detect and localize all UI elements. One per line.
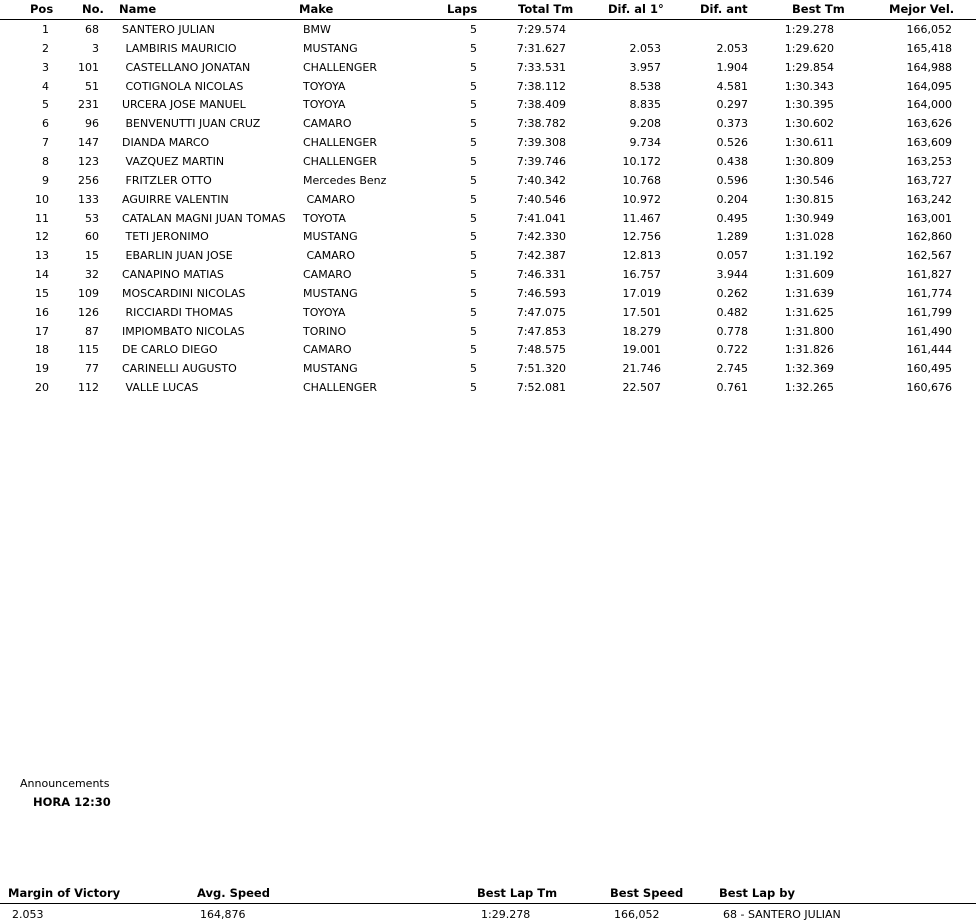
cell-pos: 16 bbox=[35, 305, 49, 319]
cell-dif1: 19.001 bbox=[622, 343, 661, 357]
cell-pos: 10 bbox=[35, 192, 49, 206]
cell-no: 147 bbox=[78, 136, 99, 150]
cell-name: DE CARLO DIEGO bbox=[122, 343, 218, 357]
announcement-text: HORA 12:30 bbox=[33, 795, 111, 809]
margin-header: Margin of Victory bbox=[8, 886, 121, 900]
margin-value: 2.053 bbox=[12, 908, 44, 921]
cell-laps: 5 bbox=[470, 60, 477, 74]
cell-make: CHALLENGER bbox=[303, 381, 378, 395]
cell-difant: 0.596 bbox=[716, 173, 748, 187]
cell-laps: 5 bbox=[470, 305, 477, 319]
cell-best: 1:30.815 bbox=[784, 192, 834, 206]
cell-dif1: 8.835 bbox=[629, 98, 661, 112]
table-row bbox=[0, 96, 976, 115]
cell-best: 1:30.546 bbox=[784, 173, 834, 187]
table-row bbox=[0, 341, 976, 360]
cell-best: 1:30.602 bbox=[784, 117, 834, 131]
cell-best: 1:31.800 bbox=[784, 324, 834, 338]
cell-best: 1:31.625 bbox=[784, 305, 834, 319]
cell-make: TOYOTA bbox=[303, 211, 346, 225]
cell-no: 15 bbox=[85, 249, 99, 263]
announcements-label: Announcements bbox=[20, 777, 110, 790]
cell-vel: 161,490 bbox=[906, 324, 952, 338]
cell-make: TOYOYA bbox=[303, 98, 346, 112]
cell-vel: 161,827 bbox=[906, 268, 952, 282]
cell-no: 231 bbox=[78, 98, 99, 112]
cell-laps: 5 bbox=[470, 324, 477, 338]
table-row bbox=[0, 40, 976, 59]
best-lap-by-value: 68 - SANTERO JULIAN bbox=[723, 908, 841, 921]
cell-difant: 3.944 bbox=[716, 268, 748, 282]
best-lap-by-header: Best Lap by bbox=[719, 886, 795, 900]
cell-vel: 161,774 bbox=[906, 286, 952, 300]
cell-pos: 13 bbox=[35, 249, 49, 263]
cell-total: 7:31.627 bbox=[516, 41, 566, 55]
cell-laps: 5 bbox=[470, 230, 477, 244]
table-row bbox=[0, 59, 976, 78]
cell-no: 87 bbox=[85, 324, 99, 338]
cell-no: 115 bbox=[78, 343, 99, 357]
cell-vel: 163,727 bbox=[906, 173, 952, 187]
cell-total: 7:40.546 bbox=[516, 192, 566, 206]
col-best-header: Best Tm bbox=[792, 2, 845, 16]
cell-best: 1:30.395 bbox=[784, 98, 834, 112]
cell-laps: 5 bbox=[470, 381, 477, 395]
cell-laps: 5 bbox=[470, 192, 477, 206]
cell-vel: 160,495 bbox=[906, 362, 952, 376]
cell-dif1: 3.957 bbox=[629, 60, 661, 74]
table-row bbox=[0, 379, 976, 398]
table-row bbox=[0, 78, 976, 97]
table-row bbox=[0, 247, 976, 266]
cell-no: 32 bbox=[85, 268, 99, 282]
cell-laps: 5 bbox=[470, 98, 477, 112]
cell-laps: 5 bbox=[470, 268, 477, 282]
cell-pos: 8 bbox=[42, 154, 49, 168]
cell-dif1: 2.053 bbox=[629, 41, 661, 55]
cell-best: 1:29.278 bbox=[784, 23, 834, 36]
table-row bbox=[0, 360, 976, 379]
cell-make: MUSTANG bbox=[303, 286, 358, 300]
cell-best: 1:30.949 bbox=[784, 211, 834, 225]
cell-total: 7:41.041 bbox=[516, 211, 566, 225]
cell-dif1: 22.507 bbox=[622, 381, 661, 395]
col-total-header: Total Tm bbox=[518, 2, 574, 16]
cell-vel: 162,860 bbox=[906, 230, 952, 244]
cell-difant: 0.262 bbox=[716, 286, 748, 300]
cell-pos: 14 bbox=[35, 268, 49, 282]
cell-laps: 5 bbox=[470, 23, 477, 36]
cell-best: 1:31.639 bbox=[784, 286, 834, 300]
cell-vel: 161,444 bbox=[906, 343, 952, 357]
cell-total: 7:42.387 bbox=[516, 249, 566, 263]
cell-laps: 5 bbox=[470, 173, 477, 187]
cell-no: 77 bbox=[85, 362, 99, 376]
cell-best: 1:30.809 bbox=[784, 154, 834, 168]
table-row bbox=[0, 228, 976, 247]
cell-pos: 18 bbox=[35, 343, 49, 357]
cell-best: 1:32.265 bbox=[784, 381, 834, 395]
best-lap-value: 1:29.278 bbox=[481, 908, 531, 921]
cell-no: 51 bbox=[85, 79, 99, 93]
cell-make: Mercedes Benz bbox=[303, 173, 387, 187]
cell-total: 7:52.081 bbox=[516, 381, 566, 395]
cell-difant: 0.778 bbox=[716, 324, 748, 338]
cell-name: URCERA JOSE MANUEL bbox=[122, 98, 246, 112]
col-no-header: No. bbox=[82, 2, 104, 16]
cell-vel: 164,988 bbox=[906, 60, 952, 74]
cell-difant: 0.373 bbox=[716, 117, 748, 131]
cell-best: 1:31.192 bbox=[784, 249, 834, 263]
cell-make: CAMARO bbox=[303, 117, 352, 131]
table-row bbox=[0, 115, 976, 134]
cell-vel: 163,626 bbox=[906, 117, 952, 131]
cell-difant: 0.438 bbox=[716, 154, 748, 168]
cell-total: 7:46.593 bbox=[516, 286, 566, 300]
cell-pos: 3 bbox=[42, 60, 49, 74]
cell-best: 1:30.611 bbox=[784, 136, 834, 150]
cell-no: 3 bbox=[92, 41, 99, 55]
col-difant-header: Dif. ant bbox=[700, 2, 748, 16]
cell-pos: 2 bbox=[42, 41, 49, 55]
cell-difant: 0.297 bbox=[716, 98, 748, 112]
col-laps-header: Laps bbox=[447, 2, 478, 16]
cell-name: COTIGNOLA NICOLAS bbox=[122, 79, 244, 93]
cell-difant: 0.482 bbox=[716, 305, 748, 319]
cell-difant: 0.204 bbox=[716, 192, 748, 206]
cell-pos: 4 bbox=[42, 79, 49, 93]
cell-dif1: 18.279 bbox=[622, 324, 661, 338]
cell-laps: 5 bbox=[470, 249, 477, 263]
cell-vel: 166,052 bbox=[906, 23, 952, 36]
cell-difant: 1.904 bbox=[716, 60, 748, 74]
col-pos-header: Pos bbox=[30, 2, 54, 16]
cell-pos: 12 bbox=[35, 230, 49, 244]
cell-pos: 19 bbox=[35, 362, 49, 376]
cell-name: DIANDA MARCO bbox=[122, 136, 210, 150]
cell-name: AGUIRRE VALENTIN bbox=[122, 192, 229, 206]
cell-total: 7:48.575 bbox=[516, 343, 566, 357]
cell-total: 7:42.330 bbox=[516, 230, 566, 244]
summary-row bbox=[0, 906, 976, 923]
cell-pos: 7 bbox=[42, 136, 49, 150]
cell-total: 7:46.331 bbox=[516, 268, 566, 282]
cell-no: 53 bbox=[85, 211, 99, 225]
cell-name: CARINELLI AUGUSTO bbox=[122, 362, 237, 376]
cell-make: MUSTANG bbox=[303, 230, 358, 244]
table-row bbox=[0, 210, 976, 229]
cell-dif1: 8.538 bbox=[629, 79, 661, 93]
table-row bbox=[0, 172, 976, 191]
cell-make: CHALLENGER bbox=[303, 136, 378, 150]
cell-total: 7:47.075 bbox=[516, 305, 566, 319]
cell-vel: 165,418 bbox=[906, 41, 952, 55]
table-row bbox=[0, 323, 976, 342]
cell-vel: 163,001 bbox=[906, 211, 952, 225]
cell-make: TOYOYA bbox=[303, 79, 346, 93]
cell-name: MOSCARDINI NICOLAS bbox=[122, 286, 246, 300]
cell-name: TETI JERONIMO bbox=[122, 230, 209, 244]
cell-best: 1:31.028 bbox=[784, 230, 834, 244]
col-vel-header: Mejor Vel. bbox=[889, 2, 955, 16]
cell-difant: 0.761 bbox=[716, 381, 748, 395]
best-speed-header: Best Speed bbox=[610, 886, 684, 900]
cell-make: CHALLENGER bbox=[303, 60, 378, 74]
cell-pos: 20 bbox=[35, 381, 49, 395]
cell-vel: 164,000 bbox=[906, 98, 952, 112]
cell-total: 7:29.574 bbox=[516, 23, 566, 36]
cell-no: 123 bbox=[78, 154, 99, 168]
avg-speed-value: 164,876 bbox=[200, 908, 246, 921]
cell-dif1: 10.768 bbox=[622, 173, 661, 187]
cell-difant: 4.581 bbox=[716, 79, 748, 93]
table-row bbox=[0, 266, 976, 285]
cell-name: SANTERO JULIAN bbox=[122, 23, 215, 36]
cell-pos: 9 bbox=[42, 173, 49, 187]
cell-make: MUSTANG bbox=[303, 41, 358, 55]
cell-dif1: 11.467 bbox=[622, 211, 661, 225]
cell-dif1: 17.501 bbox=[622, 305, 661, 319]
avg-speed-header: Avg. Speed bbox=[197, 886, 270, 900]
cell-make: TORINO bbox=[303, 324, 347, 338]
cell-name: BENVENUTTI JUAN CRUZ bbox=[122, 117, 261, 131]
col-dif1-header: Dif. al 1° bbox=[608, 2, 664, 16]
best-lap-header: Best Lap Tm bbox=[477, 886, 558, 900]
col-name-header: Name bbox=[119, 2, 157, 16]
cell-difant: 2.053 bbox=[716, 41, 748, 55]
cell-laps: 5 bbox=[470, 343, 477, 357]
cell-no: 96 bbox=[85, 117, 99, 131]
cell-no: 101 bbox=[78, 60, 99, 74]
cell-difant: 0.526 bbox=[716, 136, 748, 150]
cell-pos: 17 bbox=[35, 324, 49, 338]
cell-name: CASTELLANO JONATAN bbox=[122, 60, 251, 74]
cell-make: CAMARO bbox=[303, 192, 356, 206]
cell-name: RICCIARDI THOMAS bbox=[122, 305, 234, 319]
cell-name: EBARLIN JUAN JOSE bbox=[122, 249, 233, 263]
cell-best: 1:29.854 bbox=[784, 60, 834, 74]
cell-dif1: 9.734 bbox=[629, 136, 661, 150]
cell-make: MUSTANG bbox=[303, 362, 358, 376]
cell-no: 68 bbox=[85, 23, 99, 36]
cell-pos: 5 bbox=[42, 98, 49, 112]
cell-pos: 11 bbox=[35, 211, 49, 225]
cell-dif1: 12.756 bbox=[622, 230, 661, 244]
cell-make: CHALLENGER bbox=[303, 154, 378, 168]
cell-total: 7:38.409 bbox=[516, 98, 566, 112]
cell-dif1: 12.813 bbox=[622, 249, 661, 263]
cell-laps: 5 bbox=[470, 117, 477, 131]
cell-total: 7:47.853 bbox=[516, 324, 566, 338]
col-make-header: Make bbox=[299, 2, 334, 16]
cell-make: CAMARO bbox=[303, 249, 356, 263]
cell-laps: 5 bbox=[470, 211, 477, 225]
best-speed-value: 166,052 bbox=[614, 908, 660, 921]
cell-laps: 5 bbox=[470, 136, 477, 150]
table-row bbox=[0, 304, 976, 323]
cell-dif1: 16.757 bbox=[622, 268, 661, 282]
results-table-header bbox=[0, 0, 976, 20]
table-row bbox=[0, 21, 976, 40]
cell-difant: 0.495 bbox=[716, 211, 748, 225]
cell-total: 7:40.342 bbox=[516, 173, 566, 187]
cell-dif1: 10.172 bbox=[622, 154, 661, 168]
cell-vel: 160,676 bbox=[906, 381, 952, 395]
cell-vel: 162,567 bbox=[906, 249, 952, 263]
cell-no: 133 bbox=[78, 192, 99, 206]
cell-vel: 161,799 bbox=[906, 305, 952, 319]
cell-vel: 163,242 bbox=[906, 192, 952, 206]
cell-laps: 5 bbox=[470, 154, 477, 168]
cell-name: LAMBIRIS MAURICIO bbox=[122, 41, 237, 55]
cell-vel: 163,253 bbox=[906, 154, 952, 168]
cell-total: 7:33.531 bbox=[516, 60, 566, 74]
cell-difant: 2.745 bbox=[716, 362, 748, 376]
cell-vel: 163,609 bbox=[906, 136, 952, 150]
cell-total: 7:38.112 bbox=[516, 79, 566, 93]
cell-name: VAZQUEZ MARTIN bbox=[122, 154, 225, 168]
cell-no: 112 bbox=[78, 381, 99, 395]
cell-name: IMPIOMBATO NICOLAS bbox=[122, 324, 245, 338]
cell-total: 7:39.746 bbox=[516, 154, 566, 168]
cell-difant: 1.289 bbox=[716, 230, 748, 244]
cell-name: FRITZLER OTTO bbox=[122, 173, 212, 187]
cell-pos: 15 bbox=[35, 286, 49, 300]
cell-difant: 0.057 bbox=[716, 249, 748, 263]
cell-make: CAMARO bbox=[303, 268, 352, 282]
cell-make: CAMARO bbox=[303, 343, 352, 357]
cell-dif1: 9.208 bbox=[629, 117, 661, 131]
cell-dif1: 21.746 bbox=[622, 362, 661, 376]
cell-name: CANAPINO MATIAS bbox=[122, 268, 224, 282]
cell-best: 1:29.620 bbox=[784, 41, 834, 55]
table-row bbox=[0, 285, 976, 304]
cell-laps: 5 bbox=[470, 79, 477, 93]
cell-best: 1:31.826 bbox=[784, 343, 834, 357]
table-row bbox=[0, 191, 976, 210]
cell-laps: 5 bbox=[470, 41, 477, 55]
cell-dif1: 17.019 bbox=[622, 286, 661, 300]
cell-name: CATALAN MAGNI JUAN TOMAS bbox=[122, 211, 286, 225]
cell-no: 109 bbox=[78, 286, 99, 300]
cell-pos: 6 bbox=[42, 117, 49, 131]
cell-total: 7:38.782 bbox=[516, 117, 566, 131]
cell-best: 1:30.343 bbox=[784, 79, 834, 93]
table-row bbox=[0, 153, 976, 172]
cell-make: BMW bbox=[303, 23, 331, 36]
cell-pos: 1 bbox=[42, 23, 49, 36]
cell-best: 1:31.609 bbox=[784, 268, 834, 282]
cell-laps: 5 bbox=[470, 362, 477, 376]
cell-total: 7:39.308 bbox=[516, 136, 566, 150]
table-row bbox=[0, 134, 976, 153]
cell-best: 1:32.369 bbox=[784, 362, 834, 376]
cell-no: 256 bbox=[78, 173, 99, 187]
cell-name: VALLE LUCAS bbox=[122, 381, 199, 395]
cell-total: 7:51.320 bbox=[516, 362, 566, 376]
cell-no: 126 bbox=[78, 305, 99, 319]
cell-difant: 0.722 bbox=[716, 343, 748, 357]
cell-make: TOYOYA bbox=[303, 305, 346, 319]
cell-vel: 164,095 bbox=[906, 79, 952, 93]
cell-dif1: 10.972 bbox=[622, 192, 661, 206]
cell-no: 60 bbox=[85, 230, 99, 244]
summary-header bbox=[0, 884, 976, 904]
cell-laps: 5 bbox=[470, 286, 477, 300]
